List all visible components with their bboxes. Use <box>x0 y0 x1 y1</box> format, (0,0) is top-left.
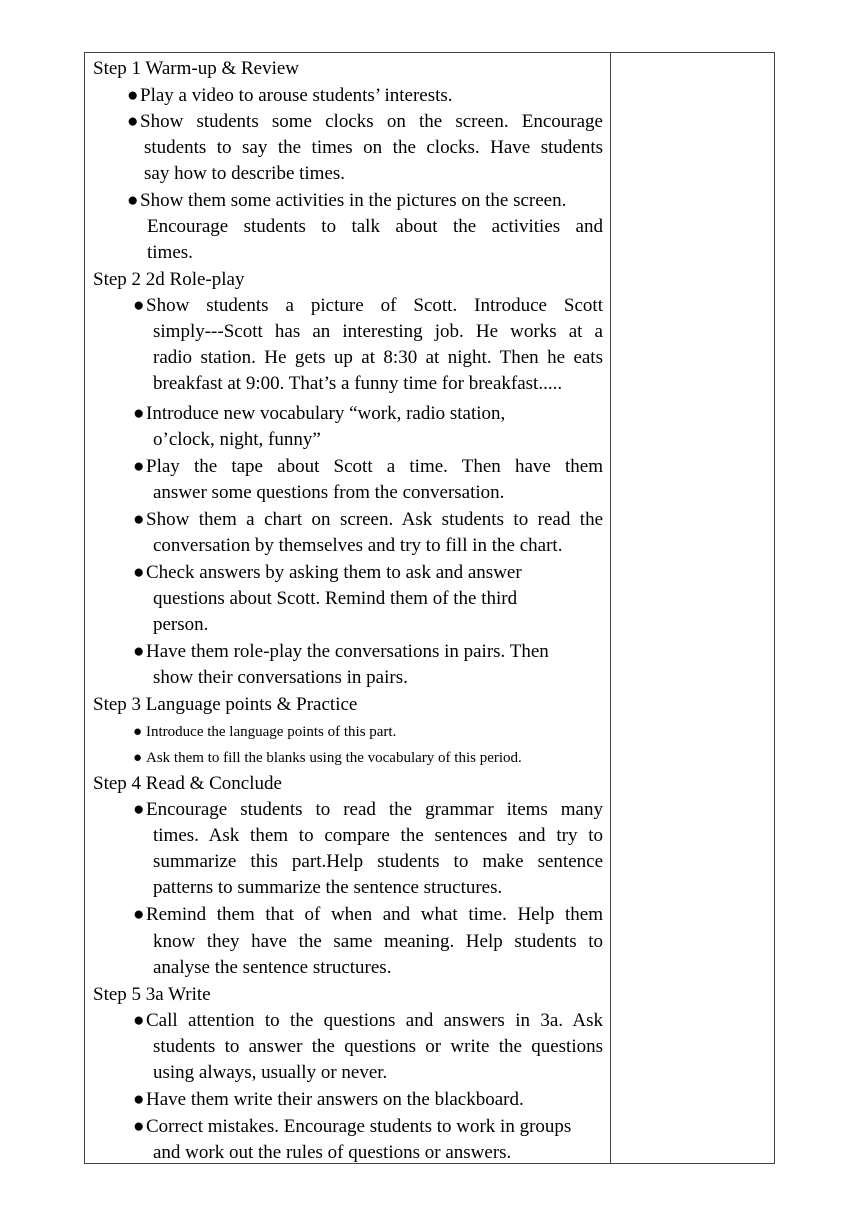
bullet-icon: ● <box>133 724 143 740</box>
bullet-icon: ● <box>133 641 145 662</box>
bullet-item-continuation: patterns to summarize the sentence structures. <box>153 877 503 898</box>
bullet-item: ● Ask them to fill the blanks using the vocabulary of this period. <box>133 745 522 771</box>
bullet-item-continuation: know they have the same meaning. Help students to <box>153 931 603 952</box>
step-heading: Step 2 2d Role-play <box>93 269 245 290</box>
bullet-item: ● Introduce the language points of this part. <box>133 719 396 745</box>
bullet-item-continuation: o’clock, night, funny” <box>153 429 321 450</box>
bullet-item-continuation: questions about Scott. Remind them of the third <box>153 588 518 609</box>
bullet-item-continuation: answer some questions from the conversation. <box>153 482 505 503</box>
step-heading: Step 1 Warm-up & Review <box>93 58 300 79</box>
lesson-plan-table <box>84 52 775 1164</box>
bullet-item-continuation: show their conversations in pairs. <box>153 667 408 688</box>
step-heading: Step 3 Language points & Practice <box>93 694 358 715</box>
bullet-item-continuation: summarize this part.Help students to make sentence <box>153 851 603 872</box>
bullet-item-continuation: breakfast at 9:00. That’s a funny time for breakfast..... <box>153 373 563 394</box>
bullet-item-continuation: analyse the sentence structures. <box>153 957 392 978</box>
bullet-item: ●Correct mistakes. Encourage students to work in groups <box>133 1114 571 1140</box>
bullet-icon: ● <box>127 111 139 132</box>
bullet-item-continuation: say how to describe times. <box>144 163 346 184</box>
bullet-icon: ● <box>133 403 145 424</box>
bullet-item-continuation: using always, usually or never. <box>153 1062 388 1083</box>
bullet-icon: ● <box>133 904 145 925</box>
bullet-item-continuation: Encourage students to talk about the activities and <box>147 216 603 237</box>
bullet-item-continuation: radio station. He gets up at 8:30 at night. Then he eats <box>153 347 603 368</box>
bullet-icon: ● <box>133 456 145 477</box>
bullet-item: ●Show them some activities in the pictures on the screen. <box>127 188 566 214</box>
bullet-icon: ● <box>133 1010 145 1031</box>
bullet-icon: ● <box>133 750 143 766</box>
bullet-item: ●Show them a chart on screen. Ask students to read the <box>133 507 603 533</box>
step-heading: Step 4 Read & Conclude <box>93 773 282 794</box>
bullet-item: ●Introduce new vocabulary “work, radio station, <box>133 401 505 427</box>
bullet-item: ●Play the tape about Scott a time. Then have them <box>133 454 603 480</box>
bullet-item-continuation: times. Ask them to compare the sentences and try to <box>153 825 603 846</box>
bullet-item: ●Play a video to arouse students’ interests. <box>127 83 453 109</box>
bullet-item: ●Show students a picture of Scott. Introduce Scott <box>133 293 603 319</box>
bullet-icon: ● <box>133 295 145 316</box>
bullet-item: ●Have them write their answers on the blackboard. <box>133 1087 524 1113</box>
bullet-item: ●Have them role-play the conversations in pairs. Then <box>133 639 549 665</box>
bullet-icon: ● <box>133 799 145 820</box>
bullet-item: ●Show students some clocks on the screen. Encourage <box>127 109 603 135</box>
step-heading: Step 5 3a Write <box>93 984 211 1005</box>
bullet-item-continuation: simply---Scott has an interesting job. He works at a <box>153 321 603 342</box>
bullet-icon: ● <box>127 190 139 211</box>
bullet-item-continuation: and work out the rules of questions or answers. <box>153 1142 512 1163</box>
bullet-item-continuation: times. <box>147 242 193 263</box>
bullet-icon: ● <box>133 1116 145 1137</box>
bullet-item-continuation: students to say the times on the clocks. Have students <box>144 137 603 158</box>
procedure-column <box>85 53 610 1163</box>
bullet-item-continuation: conversation by themselves and try to fill in the chart. <box>153 535 563 556</box>
bullet-item: ●Call attention to the questions and answers in 3a. Ask <box>133 1008 603 1034</box>
bullet-icon: ● <box>133 1089 145 1110</box>
bullet-item: ●Check answers by asking them to ask and answer <box>133 560 522 586</box>
bullet-item: ●Remind them that of when and what time. Help them <box>133 902 603 928</box>
notes-column <box>611 53 774 1163</box>
bullet-icon: ● <box>133 509 145 530</box>
bullet-item-continuation: person. <box>153 614 209 635</box>
bullet-icon: ● <box>133 562 145 583</box>
bullet-item: ●Encourage students to read the grammar items many <box>133 797 603 823</box>
bullet-icon: ● <box>127 85 139 106</box>
bullet-item-continuation: students to answer the questions or write the questions <box>153 1036 603 1057</box>
